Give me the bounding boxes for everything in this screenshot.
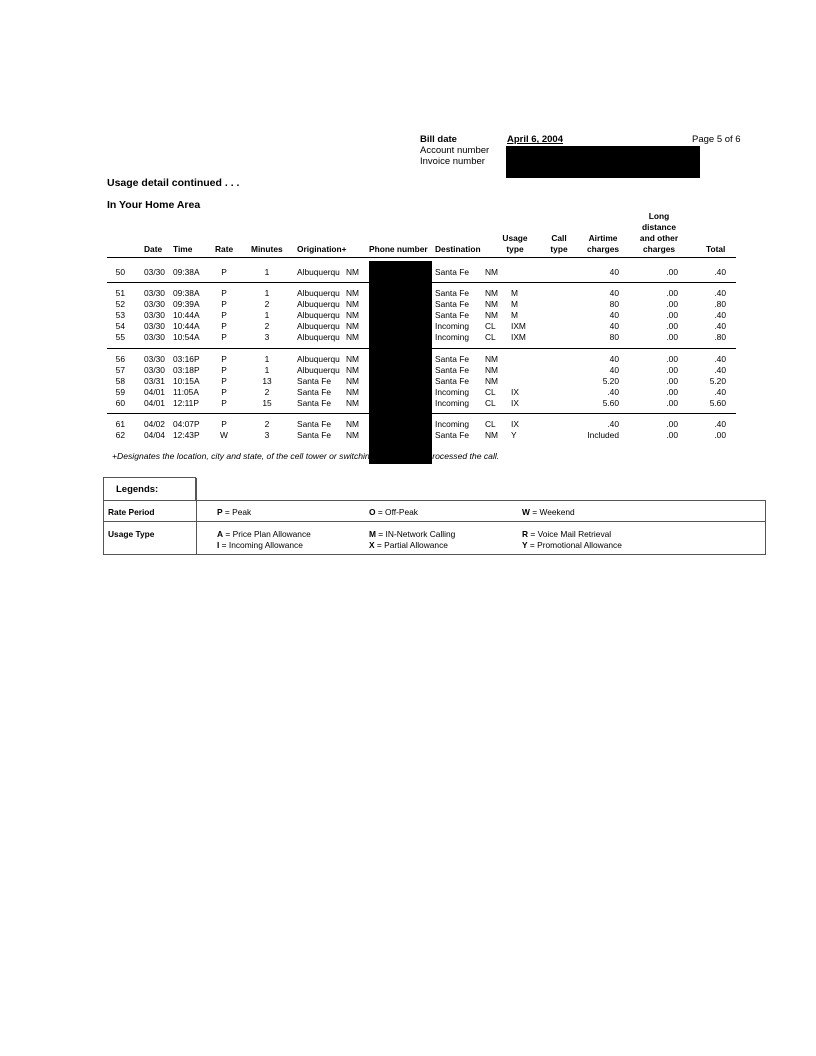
row-origination-state: NM <box>346 354 360 364</box>
row-usage-type: IXM <box>511 321 526 331</box>
row-destination-city: Incoming <box>435 419 469 429</box>
row-rate: P <box>221 354 227 364</box>
row-number: 53 <box>115 310 125 320</box>
row-rate: P <box>221 398 227 408</box>
row-number: 55 <box>115 332 125 342</box>
legend-rate-weekend: W = Weekend <box>522 507 575 517</box>
col-rate-header: Rate <box>215 244 234 254</box>
row-number: 56 <box>115 354 125 364</box>
row-airtime: 40 <box>609 365 619 375</box>
row-minutes: 2 <box>264 321 270 331</box>
col-total-header: Total <box>706 244 726 254</box>
row-usage-type: M <box>511 310 518 320</box>
row-rate: P <box>221 267 227 277</box>
row-destination-state: NM <box>485 299 499 309</box>
row-total: .80 <box>714 299 726 309</box>
row-minutes: 1 <box>264 365 270 375</box>
row-date: 03/30 <box>144 332 165 342</box>
legend-usage-r: R = Voice Mail Retrieval <box>522 529 612 539</box>
row-airtime: 5.20 <box>602 376 619 386</box>
row-total: .40 <box>714 354 726 364</box>
row-ld-charges: .00 <box>666 376 678 386</box>
account-number-label: Account number <box>420 145 490 156</box>
row-total: .40 <box>714 267 726 277</box>
row-destination-state: CL <box>485 387 496 397</box>
legend-rate-peak: P = Peak <box>217 507 252 517</box>
row-total: .40 <box>714 365 726 375</box>
row-minutes: 2 <box>264 299 270 309</box>
legend-usage-m: M = IN-Network Calling <box>369 529 456 539</box>
row-time: 03:18P <box>173 365 200 375</box>
row-time: 09:38A <box>173 267 200 277</box>
row-airtime: 40 <box>609 267 619 277</box>
row-origination-state: NM <box>346 310 360 320</box>
row-minutes: 2 <box>264 387 270 397</box>
row-destination-state: NM <box>485 288 499 298</box>
row-minutes: 3 <box>264 332 270 342</box>
row-number: 57 <box>115 365 125 375</box>
row-time: 10:54A <box>173 332 200 342</box>
row-minutes: 1 <box>264 310 270 320</box>
row-origination-city: Albuquerqu <box>297 299 340 309</box>
row-total: .00 <box>714 430 726 440</box>
row-rate: P <box>221 387 227 397</box>
legend-usage-a: A = Price Plan Allowance <box>217 529 311 539</box>
col-date-header: Date <box>144 244 163 254</box>
row-origination-city: Santa Fe <box>297 398 331 408</box>
col-minutes-header: Minutes <box>251 244 283 254</box>
col-airtime-header-1: Airtime <box>588 233 618 243</box>
row-destination-state: NM <box>485 310 499 320</box>
redacted-phone-column <box>369 261 432 464</box>
row-ld-charges: .00 <box>666 365 678 375</box>
row-total: .40 <box>714 321 726 331</box>
row-origination-city: Santa Fe <box>297 387 331 397</box>
page-number: Page 5 of 6 <box>692 134 741 145</box>
row-ld-charges: .00 <box>666 419 678 429</box>
row-total: 5.60 <box>709 398 726 408</box>
bill-date-label: Bill date <box>420 134 457 145</box>
row-origination-state: NM <box>346 430 360 440</box>
row-destination-city: Incoming <box>435 332 469 342</box>
row-date: 03/30 <box>144 321 165 331</box>
row-destination-state: NM <box>485 354 499 364</box>
row-number: 62 <box>115 430 125 440</box>
row-ld-charges: .00 <box>666 267 678 277</box>
row-rate: W <box>220 430 228 440</box>
row-destination-state: CL <box>485 419 496 429</box>
row-time: 11:05A <box>173 387 199 397</box>
row-date: 03/30 <box>144 365 165 375</box>
row-usage-type: M <box>511 288 518 298</box>
row-minutes: 1 <box>264 288 270 298</box>
row-destination-city: Santa Fe <box>435 376 469 386</box>
row-destination-state: CL <box>485 332 496 342</box>
row-minutes: 1 <box>264 354 270 364</box>
row-minutes: 13 <box>262 376 272 386</box>
row-number: 58 <box>115 376 125 386</box>
col-ld-header-3: and other <box>639 233 679 243</box>
row-ld-charges: .00 <box>666 299 678 309</box>
row-minutes: 1 <box>264 267 270 277</box>
legend-box <box>103 500 766 555</box>
row-airtime: 40 <box>609 321 619 331</box>
row-minutes: 3 <box>264 430 270 440</box>
invoice-number-label: Invoice number <box>420 156 485 167</box>
row-rate: P <box>221 376 227 386</box>
row-rate: P <box>221 365 227 375</box>
row-number: 60 <box>115 398 125 408</box>
row-date: 03/30 <box>144 267 165 277</box>
row-time: 12:11P <box>173 398 199 408</box>
row-time: 09:38A <box>173 288 200 298</box>
col-time-header: Time <box>173 244 193 254</box>
legend-usage-type-label: Usage Type <box>108 529 155 539</box>
row-date: 03/30 <box>144 288 165 298</box>
legend-rate-offpeak: O = Off-Peak <box>369 507 418 517</box>
col-origination-header: Origination+ <box>297 244 347 254</box>
row-origination-state: NM <box>346 321 360 331</box>
row-date: 03/30 <box>144 354 165 364</box>
row-number: 54 <box>115 321 125 331</box>
col-ld-header-4: charges <box>642 244 676 254</box>
row-origination-state: NM <box>346 419 360 429</box>
row-airtime: .40 <box>607 419 619 429</box>
row-ld-charges: .00 <box>666 398 678 408</box>
row-destination-state: NM <box>485 430 499 440</box>
legend-title: Legends: <box>116 484 159 495</box>
row-destination-city: Santa Fe <box>435 288 469 298</box>
row-usage-type: IX <box>511 387 519 397</box>
row-rate: P <box>221 419 227 429</box>
row-origination-city: Santa Fe <box>297 430 331 440</box>
row-time: 04:07P <box>173 419 200 429</box>
header-rule <box>107 257 736 258</box>
col-airtime-header-2: charges <box>586 244 620 254</box>
legend-usage-y: Y = Promotional Allowance <box>522 540 622 550</box>
row-destination-city: Santa Fe <box>435 365 469 375</box>
row-time: 09:39A <box>173 299 200 309</box>
row-origination-city: Albuquerqu <box>297 365 340 375</box>
row-time: 10:15A <box>173 376 200 386</box>
legend-vertical-divider <box>196 478 197 555</box>
row-origination-city: Albuquerqu <box>297 354 340 364</box>
row-usage-type: IXM <box>511 332 526 342</box>
row-airtime: 80 <box>609 332 619 342</box>
row-ld-charges: .00 <box>666 288 678 298</box>
row-ld-charges: .00 <box>666 430 678 440</box>
row-destination-city: Santa Fe <box>435 267 469 277</box>
col-destination-header: Destination <box>435 244 481 254</box>
row-total: .80 <box>714 332 726 342</box>
row-total: .40 <box>714 288 726 298</box>
row-date: 04/01 <box>144 398 165 408</box>
row-origination-city: Santa Fe <box>297 376 331 386</box>
row-total: 5.20 <box>709 376 726 386</box>
row-number: 59 <box>115 387 125 397</box>
row-origination-city: Albuquerqu <box>297 332 340 342</box>
row-date: 03/31 <box>144 376 165 386</box>
row-time: 03:16P <box>173 354 200 364</box>
row-number: 51 <box>115 288 125 298</box>
col-phone-header: Phone number <box>369 244 428 254</box>
row-ld-charges: .00 <box>666 321 678 331</box>
row-destination-city: Santa Fe <box>435 299 469 309</box>
redacted-account-block <box>506 146 700 178</box>
row-airtime: 80 <box>609 299 619 309</box>
row-airtime: 40 <box>609 288 619 298</box>
legend-rate-period-label: Rate Period <box>108 507 155 517</box>
row-origination-state: NM <box>346 267 360 277</box>
col-ld-header-1: Long <box>648 211 670 221</box>
legend-divider <box>104 521 765 522</box>
row-rate: P <box>221 332 227 342</box>
row-airtime: 40 <box>609 310 619 320</box>
row-date: 03/30 <box>144 310 165 320</box>
row-number: 52 <box>115 299 125 309</box>
row-minutes: 2 <box>264 419 270 429</box>
row-destination-state: NM <box>485 365 499 375</box>
row-destination-city: Incoming <box>435 321 469 331</box>
row-rate: P <box>221 299 227 309</box>
row-destination-city: Incoming <box>435 398 469 408</box>
row-time: 10:44A <box>173 321 200 331</box>
row-airtime: 40 <box>609 354 619 364</box>
row-destination-state: NM <box>485 267 499 277</box>
row-time: 12:43P <box>173 430 200 440</box>
row-total: .40 <box>714 310 726 320</box>
row-airtime: 5.60 <box>602 398 619 408</box>
row-destination-city: Incoming <box>435 387 469 397</box>
row-number: 50 <box>115 267 125 277</box>
row-destination-city: Santa Fe <box>435 310 469 320</box>
row-airtime: Included <box>587 430 619 440</box>
bill-date-value: April 6, 2004 <box>507 134 563 145</box>
legend-usage-i: I = Incoming Allowance <box>217 540 303 550</box>
row-date: 04/01 <box>144 387 165 397</box>
row-date: 03/30 <box>144 299 165 309</box>
row-ld-charges: .00 <box>666 332 678 342</box>
col-ld-header-2: distance <box>642 222 676 232</box>
row-usage-type: IX <box>511 398 519 408</box>
row-ld-charges: .00 <box>666 310 678 320</box>
col-call-header-1: Call <box>551 233 567 243</box>
section-subtitle: In Your Home Area <box>107 199 201 211</box>
row-origination-city: Albuquerqu <box>297 267 340 277</box>
row-destination-city: Santa Fe <box>435 430 469 440</box>
row-origination-state: NM <box>346 387 360 397</box>
row-number: 61 <box>115 419 125 429</box>
row-origination-state: NM <box>346 288 360 298</box>
row-ld-charges: .00 <box>666 387 678 397</box>
row-airtime: .40 <box>607 387 619 397</box>
row-destination-state: CL <box>485 398 496 408</box>
row-rate: P <box>221 288 227 298</box>
row-origination-state: NM <box>346 299 360 309</box>
row-minutes: 15 <box>262 398 272 408</box>
row-destination-city: Santa Fe <box>435 354 469 364</box>
row-ld-charges: .00 <box>666 354 678 364</box>
row-usage-type: Y <box>511 430 517 440</box>
row-total: .40 <box>714 419 726 429</box>
row-rate: P <box>221 310 227 320</box>
footnote: +Designates the location, city and state, of the cell tower or switching center which processed the call. <box>112 451 500 461</box>
row-origination-city: Albuquerqu <box>297 288 340 298</box>
col-call-header-2: type <box>550 244 568 254</box>
legend-usage-x: X = Partial Allowance <box>369 540 448 550</box>
row-origination-state: NM <box>346 376 360 386</box>
row-origination-state: NM <box>346 332 360 342</box>
legend-title-box <box>103 477 196 500</box>
row-usage-type: IX <box>511 419 519 429</box>
row-origination-city: Santa Fe <box>297 419 331 429</box>
row-origination-state: NM <box>346 365 360 375</box>
section-title: Usage detail continued . . . <box>107 177 240 189</box>
row-origination-city: Albuquerqu <box>297 310 340 320</box>
row-origination-city: Albuquerqu <box>297 321 340 331</box>
row-usage-type: M <box>511 299 518 309</box>
col-usage-header-1: Usage <box>502 233 528 243</box>
row-total: .40 <box>714 387 726 397</box>
row-origination-state: NM <box>346 398 360 408</box>
row-rate: P <box>221 321 227 331</box>
row-time: 10:44A <box>173 310 200 320</box>
row-date: 04/02 <box>144 419 165 429</box>
col-usage-header-2: type <box>506 244 524 254</box>
row-destination-state: CL <box>485 321 496 331</box>
row-destination-state: NM <box>485 376 499 386</box>
row-date: 04/04 <box>144 430 165 440</box>
